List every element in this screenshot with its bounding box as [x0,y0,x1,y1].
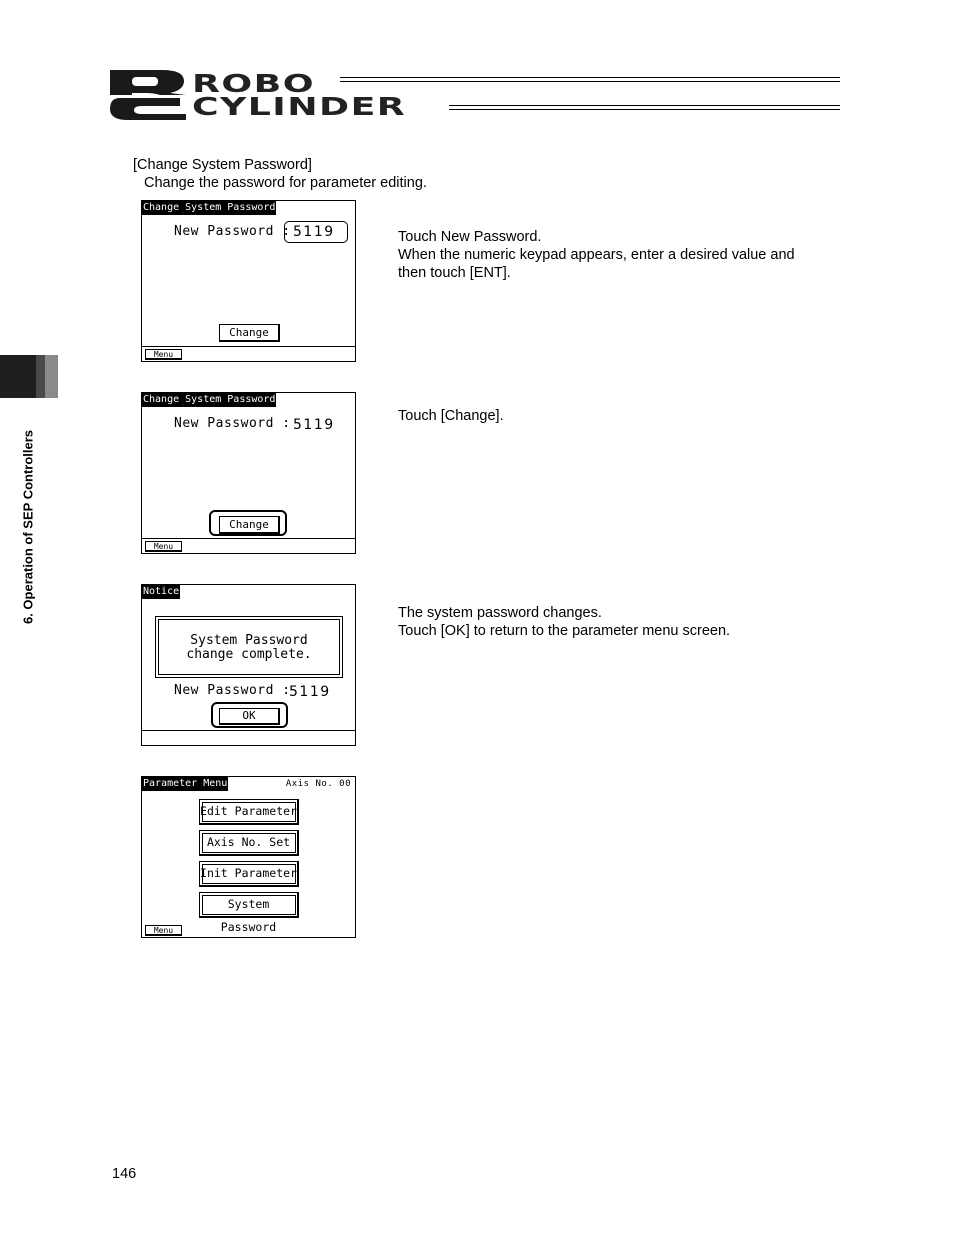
button-label: Init Parameter [200,866,297,880]
header-rule [449,105,840,106]
system-password-button[interactable] [199,892,299,934]
step1-instruction: When the numeric keypad appears, enter a desired value and [398,247,795,263]
button-label: System Password [220,897,277,934]
footer-divider [142,730,355,731]
button-label: Edit Parameter [200,804,297,818]
edit-parameter-button[interactable] [199,799,299,825]
menu-button[interactable]: Menu [145,925,182,936]
step2-instruction: Touch [Change]. [398,408,504,424]
change-button[interactable]: Change [219,516,280,534]
lcd-screen-change-password-2 [141,392,356,554]
chapter-side-label: 6. Operation of SEP Controllers [20,429,36,625]
header-rule [340,81,840,82]
new-password-label: New Password : [174,416,291,431]
axis-no-set-button[interactable] [199,830,299,856]
step3-instruction: Touch [OK] to return to the parameter menu screen. [398,623,731,639]
axis-number-label: Axis No. 00 [285,779,351,789]
notice-message-box [155,616,343,678]
init-parameter-button[interactable] [199,861,299,887]
step1-instruction: Touch New Password. [398,229,542,245]
screen-title: Parameter Menu [143,778,228,789]
footer-divider [142,538,355,539]
lcd-screen-change-password-1 [141,200,356,362]
logo-robo-text: ROBO [192,69,315,98]
screen-title: Notice [143,586,180,597]
rc-logo-mark-icon [110,68,188,122]
notice-message-line: System Password [190,633,308,648]
new-password-value: 5119 [289,684,331,700]
screen-title: Change System Password [143,394,276,405]
footer-divider [142,346,355,347]
new-password-value: 5119 [293,417,335,433]
header-rule [340,77,840,78]
chapter-tab-marker [0,355,58,398]
button-label: Axis No. Set [206,835,291,849]
page-number: 146 [112,1166,137,1182]
section-intro: Change the password for parameter editing. [144,175,427,191]
step1-instruction: then touch [ENT]. [398,265,511,281]
ok-button[interactable]: OK [219,708,280,725]
step3-instruction: The system password changes. [398,605,602,621]
menu-button[interactable]: Menu [145,349,182,360]
logo-cylinder-text: CYLINDER [192,92,407,121]
lcd-screen-notice [141,584,356,746]
screen-title: Change System Password [143,202,276,213]
new-password-field[interactable]: 5119 [284,221,348,243]
new-password-label: New Password : [174,224,291,239]
menu-button[interactable]: Menu [145,541,182,552]
change-button[interactable]: Change [219,324,280,342]
header-rule [449,109,840,110]
section-title: [Change System Password] [133,157,312,173]
notice-message-line: change complete. [186,647,312,662]
new-password-label: New Password : [174,683,291,698]
lcd-screen-parameter-menu [141,776,356,938]
